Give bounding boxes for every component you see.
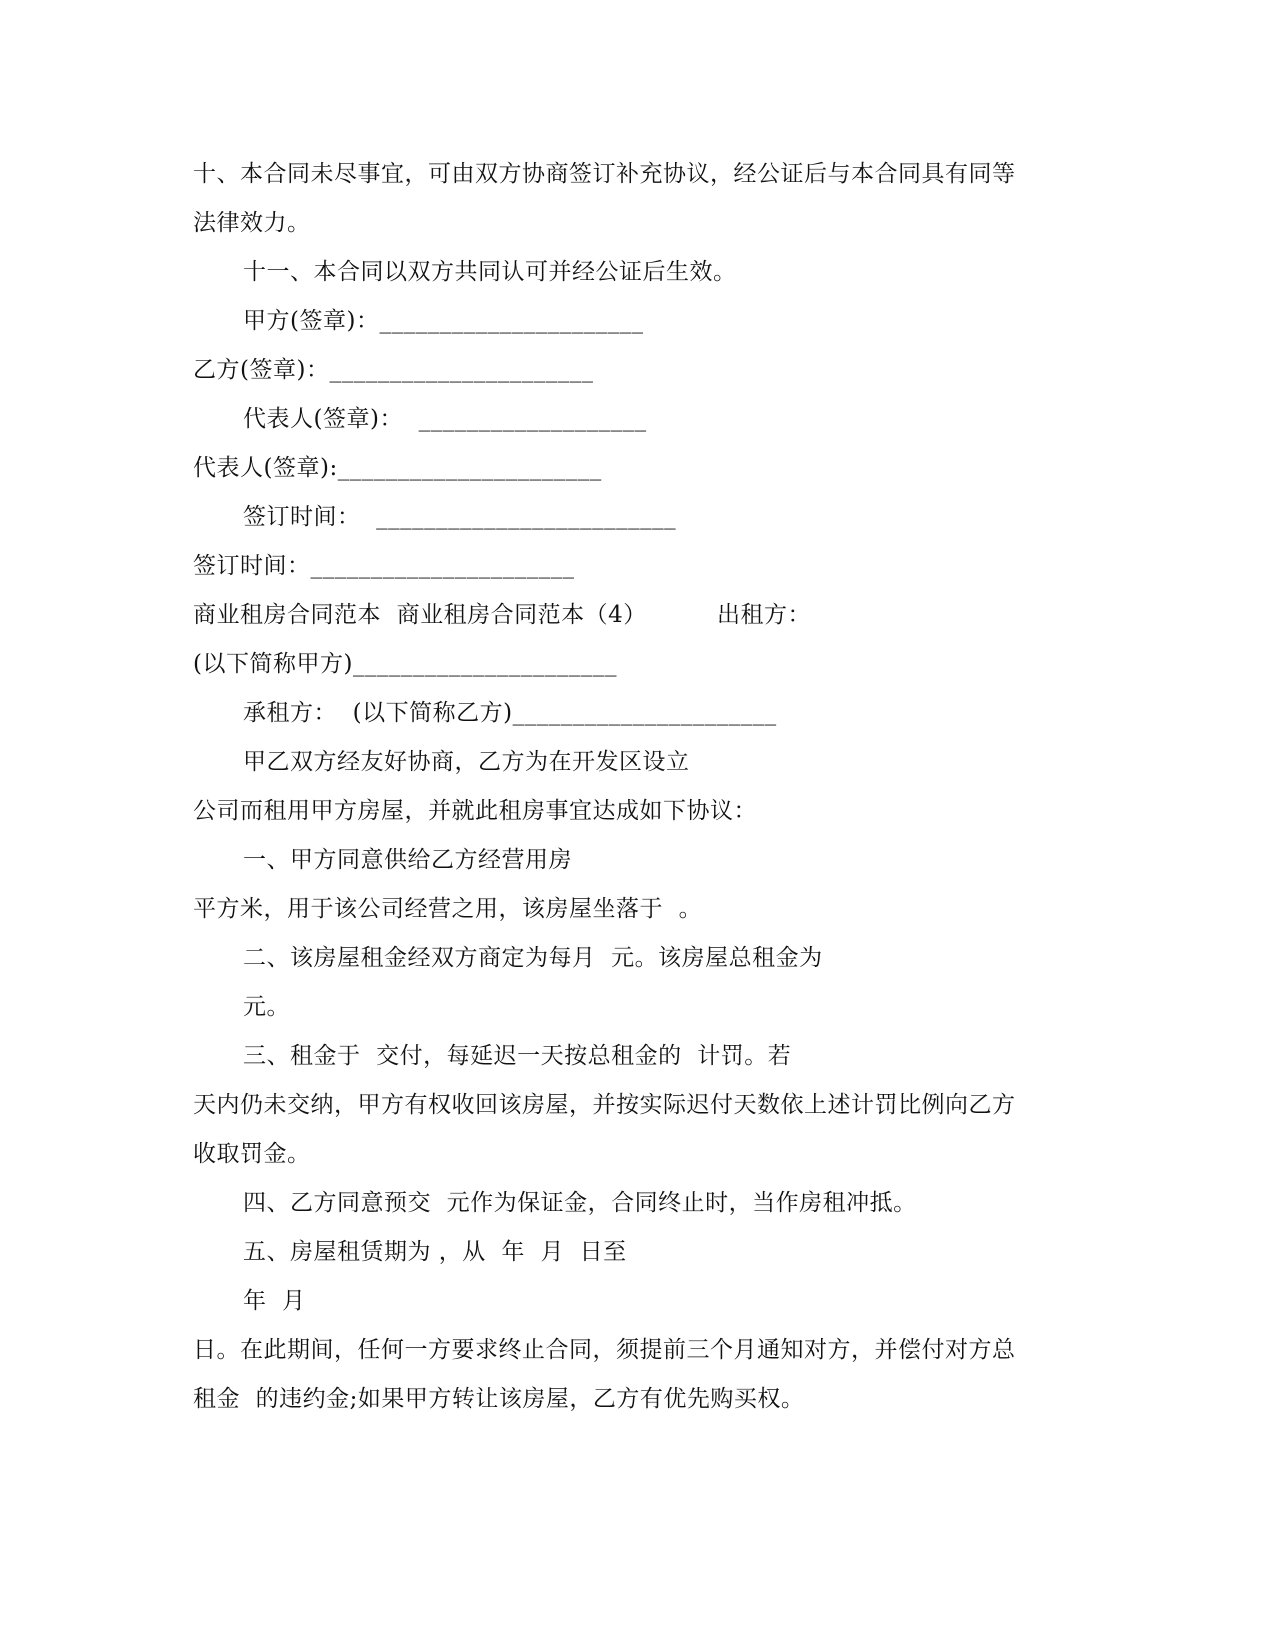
signing-date-line-b: 签订时间：______________________ (193, 553, 575, 579)
text-line: 甲乙双方经友好协商，乙方为在开发区设立 (243, 749, 690, 775)
text-line: 天内仍未交纳，甲方有权收回该房屋，并按实际迟付天数依上述计罚比例向乙方 (193, 1092, 1016, 1118)
text-line: 法律效力。 (193, 210, 311, 236)
text-line: 四、乙方同意预交 元作为保证金，合同终止时，当作房租冲抵。 (243, 1190, 917, 1216)
signature-line-representative-a: 代表人(签章)： ___________________ (243, 406, 647, 432)
text-line: 十、本合同未尽事宜，可由双方协商签订补充协议，经公证后与本合同具有同等 (193, 161, 1016, 187)
text-line: 公司而租用甲方房屋，并就此租房事宜达成如下协议： (193, 798, 757, 824)
text-line: 租金 的违约金;如果甲方转让该房屋，乙方有优先购买权。 (193, 1386, 805, 1412)
text-line: 一、甲方同意供给乙方经营用房 (243, 847, 572, 873)
text-line: 五、房屋租赁期为 ，从 年 月 日至 (243, 1239, 627, 1265)
signing-date-line-a: 签订时间： _________________________ (243, 504, 677, 530)
text-line: (以下简称甲方)______________________ (193, 651, 617, 677)
text-line: 收取罚金。 (193, 1141, 311, 1167)
text-line: 平方米，用于该公司经营之用，该房屋坐落于 。 (193, 896, 703, 922)
document-body (193, 150, 1073, 1424)
signature-line-representative-b: 代表人(签章):______________________ (193, 455, 602, 481)
text-line: 年 月 (243, 1288, 306, 1314)
text-line: 元。 (243, 994, 290, 1020)
text-line: 十一、本合同以双方共同认可并经公证后生效。 (243, 259, 737, 285)
text-line: 二、该房屋租金经双方商定为每月 元。该房屋总租金为 (243, 945, 823, 971)
signature-line-party-a: 甲方(签章)：______________________ (243, 308, 644, 334)
section-heading: 商业租房合同范本 商业租房合同范本（4） 出租方： (193, 602, 812, 628)
signature-line-party-b: 乙方(签章)：______________________ (193, 357, 594, 383)
text-line: 三、租金于 交付，每延迟一天按总租金的 计罚。若 (243, 1043, 792, 1069)
text-line: 承租方： (以下简称乙方)______________________ (243, 700, 777, 726)
text-line: 日。在此期间，任何一方要求终止合同，须提前三个月通知对方，并偿付对方总 (193, 1337, 1016, 1363)
